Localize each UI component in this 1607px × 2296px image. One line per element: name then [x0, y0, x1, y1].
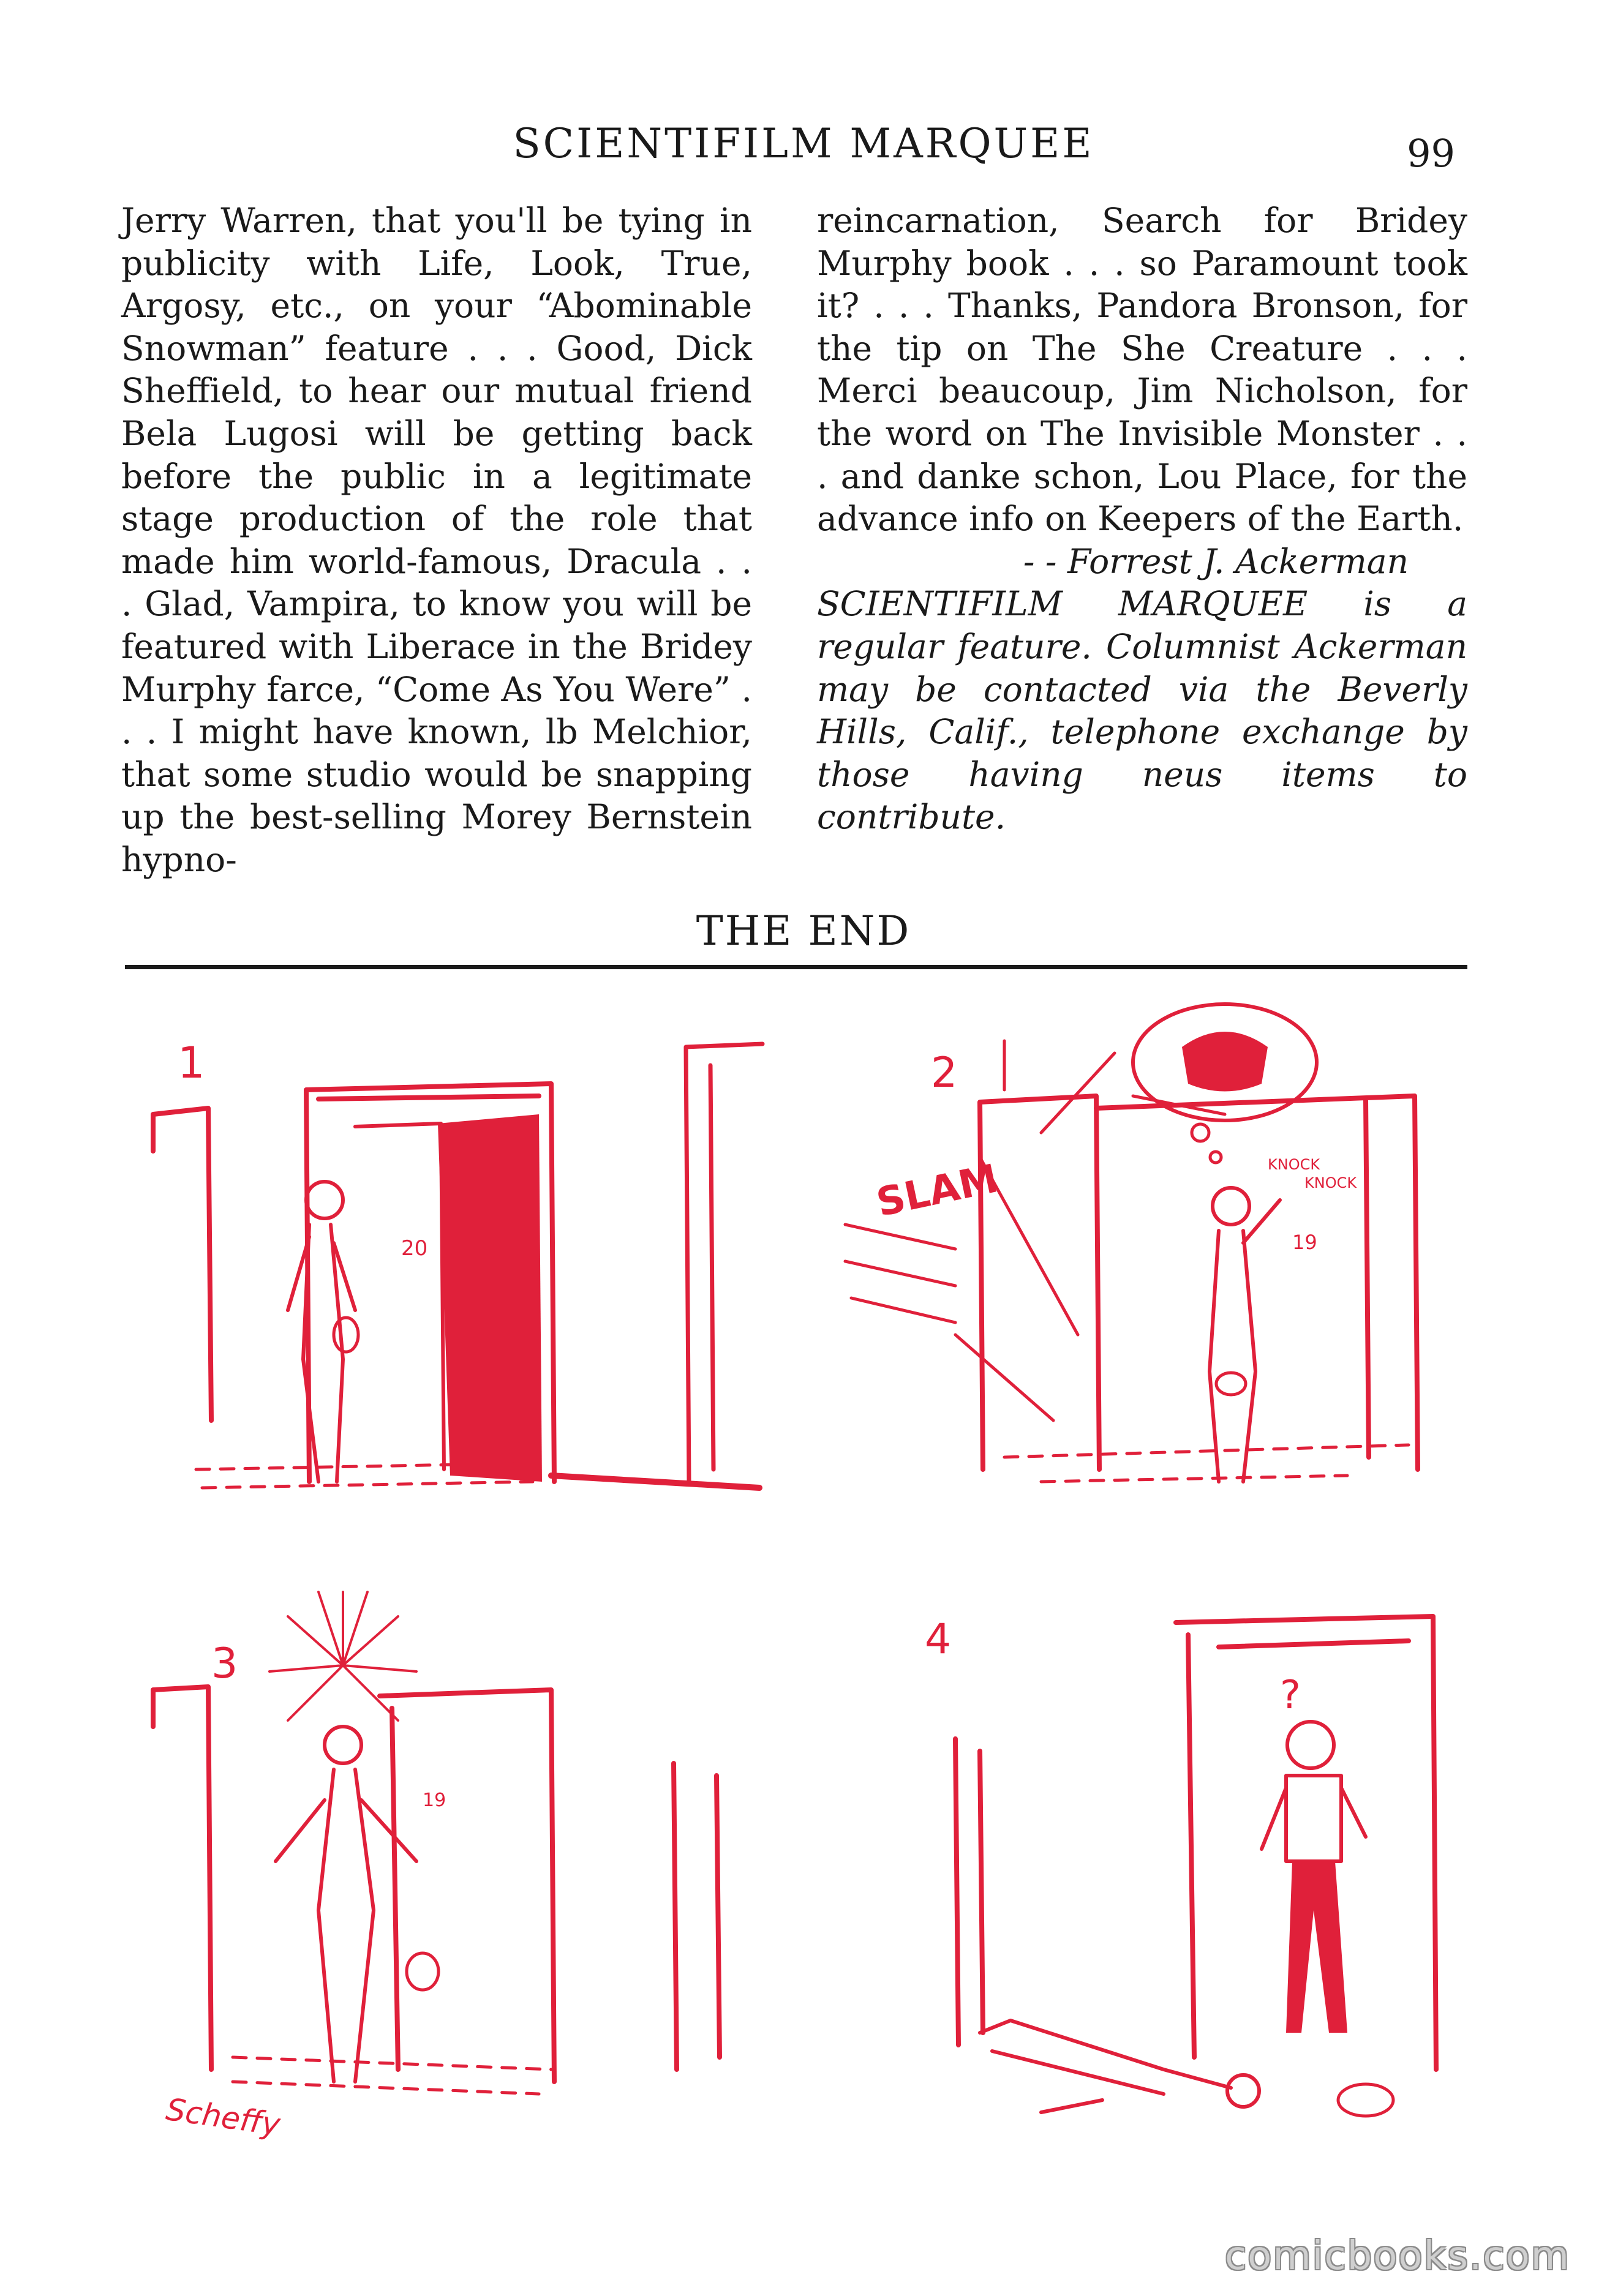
- panel-3: [153, 1592, 720, 2143]
- artist-signature: Scheffy: [164, 2092, 283, 2143]
- hat-on-floor: [1338, 2084, 1393, 2116]
- column-left-text: Jerry Warren, that you'll be tying in publicity with Life, Look, True, Argosy, etc., on your “Abominable Snowman” feature . . . Good, Dick Sheffield, to hear our mutual friend Bela Lugosi will be getting back before the public in a legitimate stage production of the role that made him world-famous, Dracula . . . Glad, Vampira, to know you will be featured with Liberace in the Bridey Murphy farce, “Come As You Were” . . . I might have known, lb Melchior, that some studio would be snapping up the best-selling Morey Bernstein hypno-: [121, 201, 752, 879]
- door-number-19-panel-3: 19: [423, 1790, 446, 1811]
- article-column-right: [817, 200, 1467, 839]
- impact-burst: [269, 1592, 416, 1720]
- panel-1: [153, 1038, 762, 1488]
- page-number: 99: [1407, 131, 1455, 176]
- comic-drawing: [0, 992, 1607, 2253]
- panel-number-4: 4: [925, 1615, 952, 1664]
- legs-red-trousers: [1286, 1861, 1347, 2033]
- watermark: comicbooks.com: [1224, 2234, 1570, 2279]
- author-signature: - - Forrest J. Ackerman: [1023, 541, 1409, 581]
- panel-4: [925, 1615, 1436, 2116]
- panel-number-2: 2: [931, 1049, 958, 1097]
- page-header: [0, 120, 1607, 175]
- comic-strip: [0, 992, 1607, 2253]
- door-number-20: 20: [401, 1236, 428, 1261]
- knock-text-1: KNOCK: [1268, 1156, 1320, 1173]
- knock-text-2: KNOCK: [1304, 1174, 1357, 1191]
- panel-number-3: 3: [211, 1640, 238, 1688]
- the-end-heading: THE END: [696, 907, 911, 955]
- running-title: SCIENTIFILM MARQUEE: [513, 120, 1094, 167]
- door-number-19: 19: [1292, 1231, 1317, 1254]
- question-mark: ?: [1280, 1673, 1301, 1718]
- horizontal-rule: [125, 965, 1467, 969]
- slam-sound-effect: SLAM: [872, 1156, 1003, 1226]
- open-door-shadow: [438, 1114, 542, 1482]
- column-right-text: reincarnation, Search for Bridey Murphy book . . . so Paramount took it? . . . Thanks, Pandora Bronson, for the tip on The She Creature . . . Merci beaucoup, Jim Nicholson, for the word on The Invisible Monster . . . and danke schon, Lou Place, for the advance info on Keepers of the Earth.: [817, 201, 1467, 539]
- panel-2: [845, 1004, 1418, 1482]
- panel-number-1: 1: [178, 1038, 205, 1088]
- article-column-left: [121, 200, 752, 882]
- column-note: SCIENTIFILM MARQUEE is a regular feature. Columnist Ackerman may be contacted via the Beverly Hills, Calif., telephone exchange by those having neus items to contribute.: [817, 584, 1467, 837]
